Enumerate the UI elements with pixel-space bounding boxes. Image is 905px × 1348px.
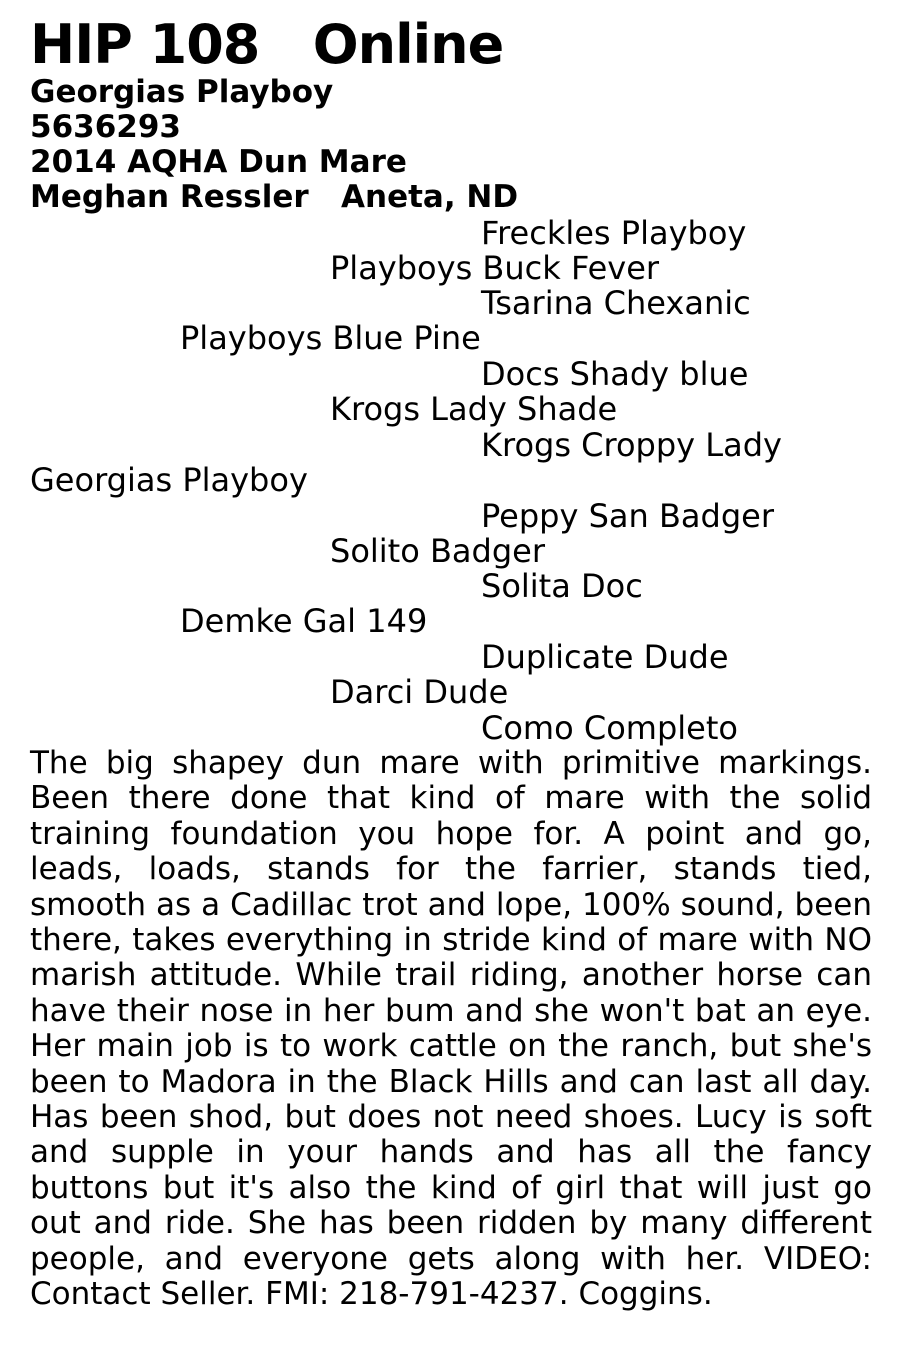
pedigree-dam-dam-dam: Como Completo xyxy=(481,709,738,747)
pedigree-sire-sire: Playboys Buck Fever xyxy=(330,249,660,287)
horse-details: 2014 AQHA Dun Mare xyxy=(30,144,407,180)
hip-title: HIP 108 Online xyxy=(30,13,504,76)
pedigree-horse: Georgias Playboy xyxy=(30,461,308,499)
pedigree-dam-sire: Solito Badger xyxy=(330,532,545,570)
pedigree-dam-dam-sire: Duplicate Dude xyxy=(481,638,729,676)
pedigree-sire-sire-dam: Tsarina Chexanic xyxy=(481,284,751,322)
pedigree-sire-dam-dam: Krogs Croppy Lady xyxy=(481,426,782,464)
pedigree-dam-dam: Darci Dude xyxy=(330,673,509,711)
registration-number: 5636293 xyxy=(30,109,181,145)
horse-description: The big shapey dun mare with primitive markings. Been there done that kind of mare with the solid training foundation you hope for. A point and go, leads, loads, stands for the farrier, stands tied, smooth as a Cadillac trot and lope, 100% sound, been there, takes everything in stride kind of mare with NO marish attitude. While trail riding, another horse can have their nose in her bum and she won't bat an eye. Her main job is to work cattle on the ranch, but she's been to Madora in the Black Hills and can last all day. Has been shod, but does not need shoes. Lucy is soft and supple in your hands and has all the fancy buttons but it's also the kind of girl that will just go out and ride. She has been ridden by many different people, and everyone gets along with her. VIDEO: Contact Seller. FMI: 218-791-4237. Coggins. xyxy=(30,745,872,1313)
pedigree-dam-sire-sire: Peppy San Badger xyxy=(481,497,774,535)
pedigree-dam: Demke Gal 149 xyxy=(180,602,428,640)
pedigree-sire-dam-sire: Docs Shady blue xyxy=(481,355,749,393)
pedigree-sire-dam: Krogs Lady Shade xyxy=(330,390,618,428)
pedigree-sire: Playboys Blue Pine xyxy=(180,319,481,357)
horse-name: Georgias Playboy xyxy=(30,74,334,110)
seller-info: Meghan Ressler Aneta, ND xyxy=(30,179,519,215)
pedigree-dam-sire-dam: Solita Doc xyxy=(481,567,643,605)
pedigree-sire-sire-sire: Freckles Playboy xyxy=(481,214,747,252)
